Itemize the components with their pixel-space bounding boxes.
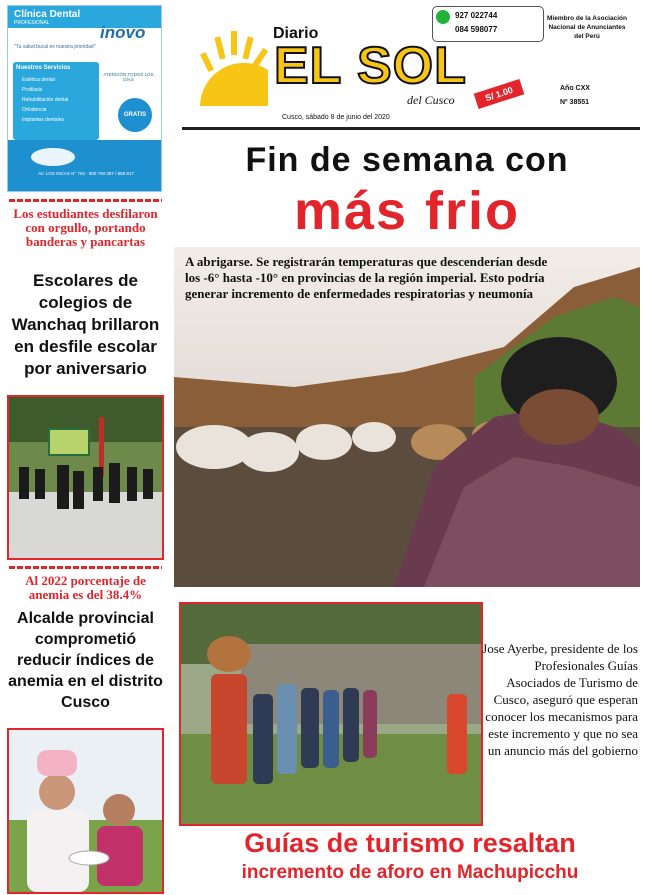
masthead-title: EL SOL — [274, 37, 467, 95]
ad-services-list — [22, 75, 68, 125]
guides-headline[interactable]: Guías de turismo resaltan — [244, 828, 576, 858]
masthead-subtitle: del Cusco — [407, 93, 455, 107]
phone-number: 927 022744 — [455, 11, 498, 20]
ad-professional-label: PROFESIONAL — [14, 20, 50, 26]
child-photo — [7, 728, 164, 894]
ad-brand-logo: inovo — [100, 23, 146, 42]
whatsapp-contact-box — [432, 6, 544, 42]
ad-service-item: Rehabilitación dental — [22, 97, 69, 103]
story-headline[interactable]: Alcalde provincial comprometió reducir índices de anemia en el distrito Cusco — [8, 610, 163, 711]
tooth-icon — [28, 146, 78, 168]
edition-year: Año CXX — [560, 85, 590, 92]
price-badge: S/ 1.00 — [474, 79, 525, 109]
main-headline-red: más frio — [293, 181, 521, 241]
whatsapp-icon — [436, 10, 450, 24]
ad-promo-text: ATENCIÓN TODOS LOS DÍAS — [103, 72, 154, 82]
parade-photo — [7, 395, 164, 560]
guides-headline-sub[interactable]: incremento de aforo en Machupicchu — [241, 862, 579, 883]
tour-guides-photo — [179, 602, 483, 826]
ad-services-title: Nuestros Servicios — [16, 65, 71, 71]
ad-service-item: Ortodoncia — [22, 107, 47, 113]
story-headline[interactable]: Escolares de colegios de Wanchaq brillaron en desfile escolar por aniversario — [11, 271, 160, 378]
story-kicker: Los estudiantes desfilaron con orgullo, portando banderas y pancartas — [13, 206, 158, 249]
main-photo-caption: A abrigarse. Se registrarán temperaturas que descenderían desde los -6° hasta -10° en provincias de la región imperial. Esto podría generar incremento de enfermedades respiratorias y neumonía — [185, 254, 548, 301]
edition-number: Nº 38551 — [560, 99, 590, 106]
ad-service-item: Implantes dentales — [22, 117, 64, 123]
sun-logo-icon — [194, 30, 274, 108]
masthead-divider — [182, 127, 640, 130]
ad-service-item: Estética dental — [22, 77, 55, 83]
clinic-advertisement[interactable] — [7, 5, 162, 192]
phone-number: 084 598077 — [455, 25, 498, 34]
masthead-diario: Diario — [273, 25, 319, 42]
section-divider — [9, 566, 162, 569]
association-note: Miembro de la Asociación Nacional de Anunciantes del Perú — [547, 15, 627, 40]
ad-tagline: "Tu salud bucal es nuestra prioridad" — [14, 44, 96, 50]
dateline: Cusco, sábado 8 de junio del 2020 — [282, 114, 390, 121]
story-kicker: Al 2022 porcentaje de anemia es del 38.4% — [25, 573, 146, 602]
guides-story-text: Jose Ayerbe, presidente de los Profesionales Guías Asociados de Turismo de Cusco, aseguró que esperan conocer los mecanismos para este incremento y que no sea un anuncio más del gobierno — [482, 641, 638, 758]
ad-clinic-name: Clínica Dental — [14, 9, 81, 20]
ad-service-item: Profilaxis — [22, 87, 43, 93]
main-headline: Fin de semana con — [245, 141, 569, 179]
ad-gratis-badge: GRATIS — [118, 98, 152, 132]
ad-address: AV. LOS INCAS N° 704 · 900 760 087 / 958 817 — [38, 171, 134, 176]
section-divider — [9, 199, 162, 202]
edition-info — [560, 82, 590, 110]
